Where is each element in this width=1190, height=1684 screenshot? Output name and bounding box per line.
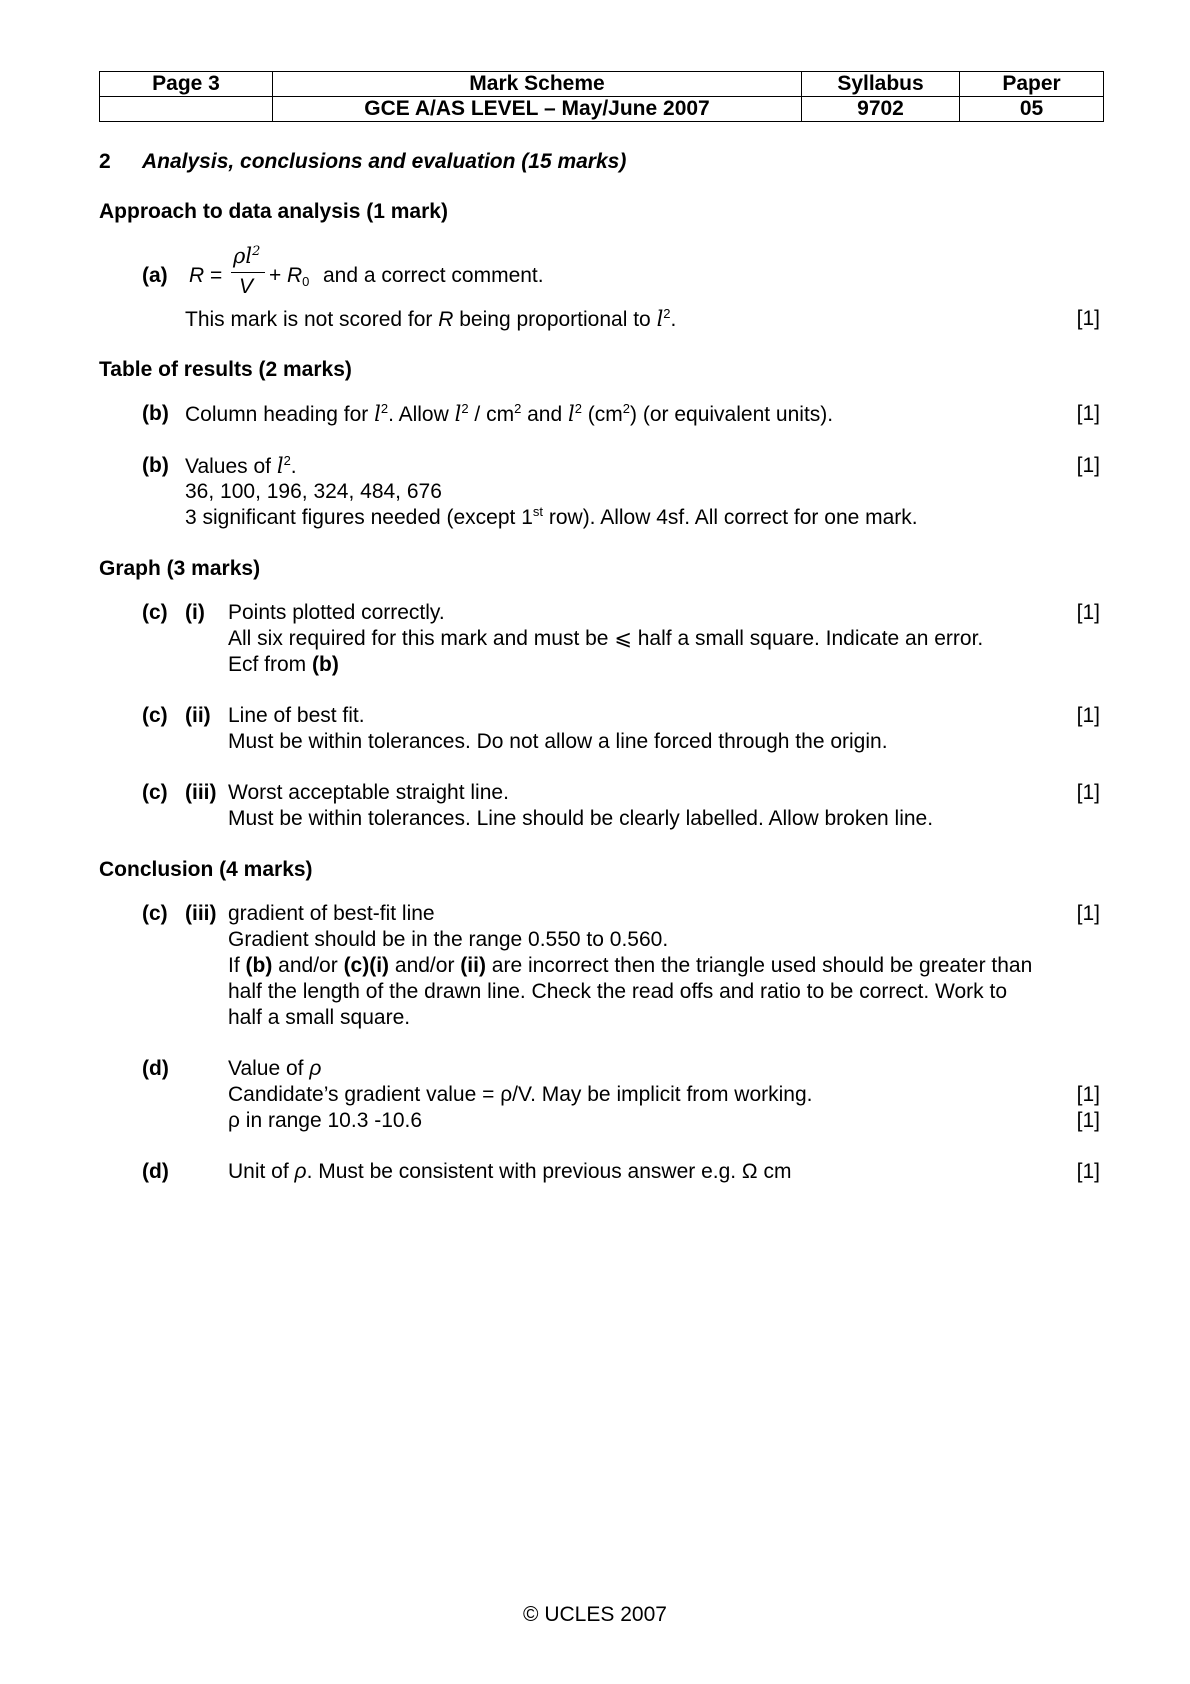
exponent: 2 <box>622 401 631 416</box>
c1-part: (c) <box>142 601 168 624</box>
c2-line1: Line of best fit. <box>228 704 365 727</box>
c1-line2: All six required for this mark and must be ⩽ half a small square. Indicate an error. <box>228 627 984 650</box>
approach-part: (a) <box>142 264 168 287</box>
graph-heading: Graph (3 marks) <box>99 557 261 580</box>
conc-c-line5: half a small square. <box>228 1006 411 1029</box>
ref-b: (b) <box>245 954 273 977</box>
equation-r: R <box>189 264 205 287</box>
mark-allocation: [1] <box>1076 307 1100 330</box>
c1-line3-pre: Ecf from <box>228 653 313 676</box>
text: and/or <box>389 954 461 977</box>
b1-t1: Column heading for <box>185 403 375 426</box>
approach-note <box>185 306 676 333</box>
r0-subscript: 0 <box>302 274 310 289</box>
b1-t3: / cm <box>468 403 515 426</box>
d1-pre: Value of <box>228 1057 310 1080</box>
equation-r0 <box>287 263 309 289</box>
conclusion-heading: Conclusion (4 marks) <box>99 858 313 881</box>
sf-pre: 3 significant figures needed (except 1 <box>185 506 533 529</box>
rho-symbol: ρ <box>294 1160 307 1183</box>
note-text: . <box>670 308 677 331</box>
mark-allocation: [1] <box>1076 1160 1100 1183</box>
fraction-line <box>231 272 265 273</box>
header-title: Mark Scheme <box>273 72 802 97</box>
mark-allocation: [1] <box>1076 1109 1100 1132</box>
exponent: 2 <box>283 453 291 468</box>
note-l: l <box>656 307 664 331</box>
b2-values: 36, 100, 196, 324, 484, 676 <box>185 480 442 503</box>
exponent: 2 <box>514 401 522 416</box>
d1-line3: ρ in range 10.3 -10.6 <box>228 1109 423 1132</box>
header-syllabus-label: Syllabus <box>802 72 960 97</box>
c1-sub: (i) <box>185 601 205 624</box>
text: and/or <box>272 954 344 977</box>
numerator-exponent: 2 <box>252 244 261 259</box>
note-text: This mark is not scored for <box>185 308 439 331</box>
d1-part: (d) <box>142 1057 169 1080</box>
section-number: 2 <box>99 150 111 173</box>
sf-sup: st <box>532 504 544 519</box>
equation-numerator <box>233 245 260 267</box>
ref-ci: (c)(i) <box>343 954 390 977</box>
equation-denominator: V <box>239 275 254 298</box>
c1-line3-ref: (b) <box>312 653 339 676</box>
sf-post: row). Allow 4sf. All correct for one mark. <box>543 506 918 529</box>
d2-pre: Unit of <box>228 1160 295 1183</box>
mark-allocation: [1] <box>1076 781 1100 804</box>
b1-t6: ) (or equivalent units). <box>630 403 834 426</box>
conc-c-line1: gradient of best-fit line <box>228 902 435 925</box>
d1-line1 <box>228 1056 321 1082</box>
l-symbol: l <box>276 454 284 478</box>
c3-line2: Must be within tolerances. Line should be clearly labelled. Allow broken line. <box>228 807 934 830</box>
c3-line1: Worst acceptable straight line. <box>228 781 509 804</box>
rho-symbol: ρ <box>309 1057 322 1080</box>
approach-heading: Approach to data analysis (1 mark) <box>99 200 448 223</box>
exponent: 2 <box>461 401 469 416</box>
b2-part: (b) <box>142 454 169 477</box>
l-symbol: l <box>454 402 462 426</box>
d2-post: . Must be consistent with previous answer e.g. Ω cm <box>306 1160 792 1183</box>
footer-copyright: © UCLES 2007 <box>523 1603 667 1626</box>
b2-t2: . <box>290 455 297 478</box>
mark-allocation: [1] <box>1076 402 1100 425</box>
b2-t1: Values of <box>185 455 277 478</box>
text: If <box>228 954 246 977</box>
text: are incorrect then the triangle used should be greater than <box>485 954 1033 977</box>
table-results-heading: Table of results (2 marks) <box>99 358 352 381</box>
r0-letter: R <box>287 264 303 287</box>
b1-t2: . Allow <box>388 403 455 426</box>
header-paper-label: Paper <box>960 72 1104 97</box>
b1-text <box>185 401 833 428</box>
d2-line <box>228 1159 791 1185</box>
note-r: R <box>438 308 454 331</box>
l-symbol: l <box>374 402 381 426</box>
ref-ii: (ii) <box>460 954 486 977</box>
c1-line3 <box>228 652 339 678</box>
header-paper: 05 <box>960 97 1104 122</box>
equation-plus: + <box>269 264 282 287</box>
approach-comment: and a correct comment. <box>323 264 544 287</box>
c2-part: (c) <box>142 704 168 727</box>
header-empty-cell <box>100 97 273 122</box>
note-text: being proportional to <box>453 308 657 331</box>
d1-line2: Candidate’s gradient value = ρ/V. May be implicit from working. <box>228 1083 813 1106</box>
header-syllabus: 9702 <box>802 97 960 122</box>
note-exponent: 2 <box>663 306 671 321</box>
c3-part: (c) <box>142 781 168 804</box>
b1-t5: (cm <box>581 403 623 426</box>
mark-allocation: [1] <box>1076 1083 1100 1106</box>
conc-c-line2: Gradient should be in the range 0.550 to 0.560. <box>228 928 669 951</box>
b2-line1 <box>185 453 297 480</box>
equation-equals: = <box>210 264 223 287</box>
header-table <box>99 71 1104 122</box>
conc-c-sub: (iii) <box>185 902 217 925</box>
c1-line1: Points plotted correctly. <box>228 601 445 624</box>
d2-part: (d) <box>142 1160 169 1183</box>
header-page: Page 3 <box>100 72 273 97</box>
section-title: Analysis, conclusions and evaluation (15 marks) <box>142 150 627 173</box>
mark-allocation: [1] <box>1076 902 1100 925</box>
mark-allocation: [1] <box>1076 601 1100 624</box>
l-symbol: l <box>568 402 575 426</box>
c2-sub: (ii) <box>185 704 211 727</box>
mark-allocation: [1] <box>1076 704 1100 727</box>
conc-c-part: (c) <box>142 902 168 925</box>
exponent: 2 <box>574 401 582 416</box>
conc-c-line3 <box>228 953 1032 979</box>
header-exam: GCE A/AS LEVEL – May/June 2007 <box>273 97 802 122</box>
mark-allocation: [1] <box>1076 454 1100 477</box>
c2-line2: Must be within tolerances. Do not allow a line forced through the origin. <box>228 730 888 753</box>
c3-sub: (iii) <box>185 781 217 804</box>
b1-t4: and <box>521 403 569 426</box>
exponent: 2 <box>380 401 389 416</box>
b2-sf-note <box>185 505 918 531</box>
conc-c-line4: half the length of the drawn line. Check the read offs and ratio to be correct. Work to <box>228 980 1007 1003</box>
b1-part: (b) <box>142 402 169 425</box>
numerator-text: ρl <box>233 244 253 268</box>
